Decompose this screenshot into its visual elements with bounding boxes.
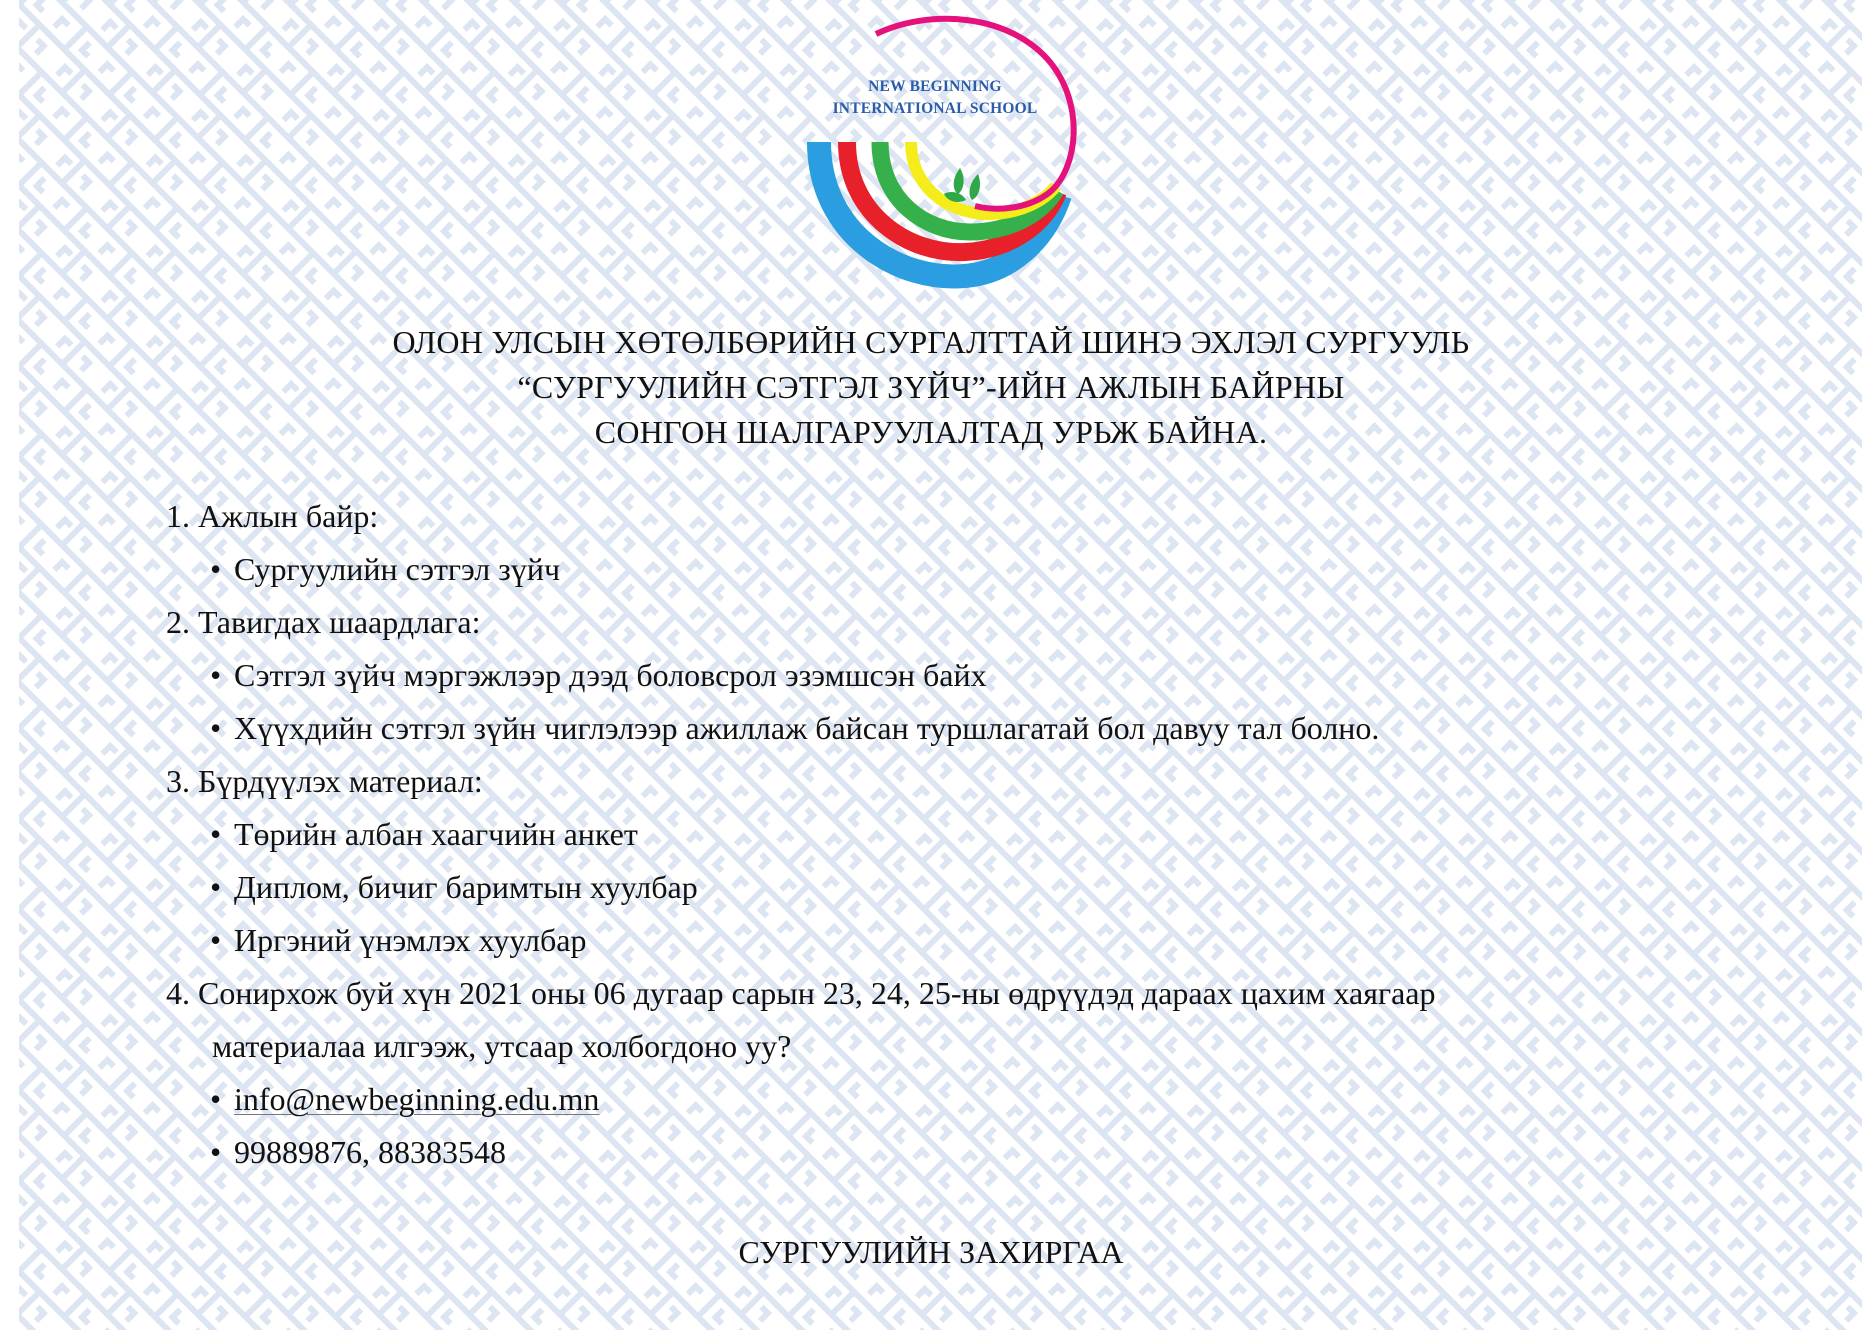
list-item xyxy=(210,867,698,907)
list-item xyxy=(210,655,987,695)
list-item-text: Иргэний үнэмлэх хуулбар xyxy=(234,922,587,958)
logo-text-line2: INTERNATIONAL SCHOOL xyxy=(832,100,1038,117)
list-item-text: Төрийн албан хаагчийн анкет xyxy=(234,816,638,852)
title-line-2: “СУРГУУЛИЙН СЭТГЭЛ ЗҮЙЧ”-ИЙН АЖЛЫН БАЙРНЫ xyxy=(517,369,1345,405)
section-heading-contact-continuation: материалаа илгээж, утсаар холбогдоно уу? xyxy=(212,1028,792,1064)
bullet-icon: • xyxy=(210,657,222,693)
list-item-text: Сэтгэл зүйч мэргэжлээр дээд боловсрол эзэмшсэн байх xyxy=(234,657,987,693)
bullet-icon: • xyxy=(210,710,222,746)
email-link[interactable]: info@newbeginning.edu.mn xyxy=(234,1081,600,1117)
list-item-text: Диплом, бичиг баримтын хуулбар xyxy=(234,869,698,905)
bullet-icon: • xyxy=(210,816,222,852)
signature xyxy=(0,1232,1862,1272)
section-heading-materials: 3. Бүрдүүлэх материал: xyxy=(166,763,483,799)
phone-numbers: 99889876, 88383548 xyxy=(234,1134,506,1170)
list-item-text: Сургуулийн сэтгэл зүйч xyxy=(234,551,561,587)
list-item xyxy=(210,708,1379,748)
bullet-icon: • xyxy=(210,922,222,958)
section-heading-requirements: 2. Тавигдах шаардлага: xyxy=(166,604,481,640)
list-item-phone xyxy=(210,1132,506,1172)
title-line-1: ОЛОН УЛСЫН ХӨТӨЛБӨРИЙН СУРГАЛТТАЙ ШИНЭ ЭХЛЭЛ СУРГУУЛЬ xyxy=(392,324,1470,360)
section-heading-position: 1. Ажлын байр: xyxy=(166,498,379,534)
logo-text-line1: NEW BEGINNING xyxy=(868,78,1002,95)
list-item xyxy=(210,920,586,960)
list-item xyxy=(210,814,638,854)
announcement-title xyxy=(0,320,1862,455)
bullet-icon: • xyxy=(210,551,222,587)
section-heading-contact: 4. Сонирхож буй хүн 2021 оны 06 дугаар сарын 23, 24, 25-ны өдрүүдэд дараах цахим хаягаар xyxy=(166,975,1436,1011)
bullet-icon: • xyxy=(210,1081,222,1117)
signature-text: СУРГУУЛИЙН ЗАХИРГАА xyxy=(738,1234,1124,1270)
list-item xyxy=(210,549,560,589)
list-item-email xyxy=(210,1079,599,1119)
title-line-3: СОНГОН ШАЛГАРУУЛАЛТАД УРЬЖ БАЙНА. xyxy=(594,414,1268,450)
list-item-text: Хүүхдийн сэтгэл зүйн чиглэлээр ажиллаж байсан туршлагатай бол давуу тал болно. xyxy=(234,710,1380,746)
bullet-icon: • xyxy=(210,869,222,905)
bullet-icon: • xyxy=(210,1134,222,1170)
